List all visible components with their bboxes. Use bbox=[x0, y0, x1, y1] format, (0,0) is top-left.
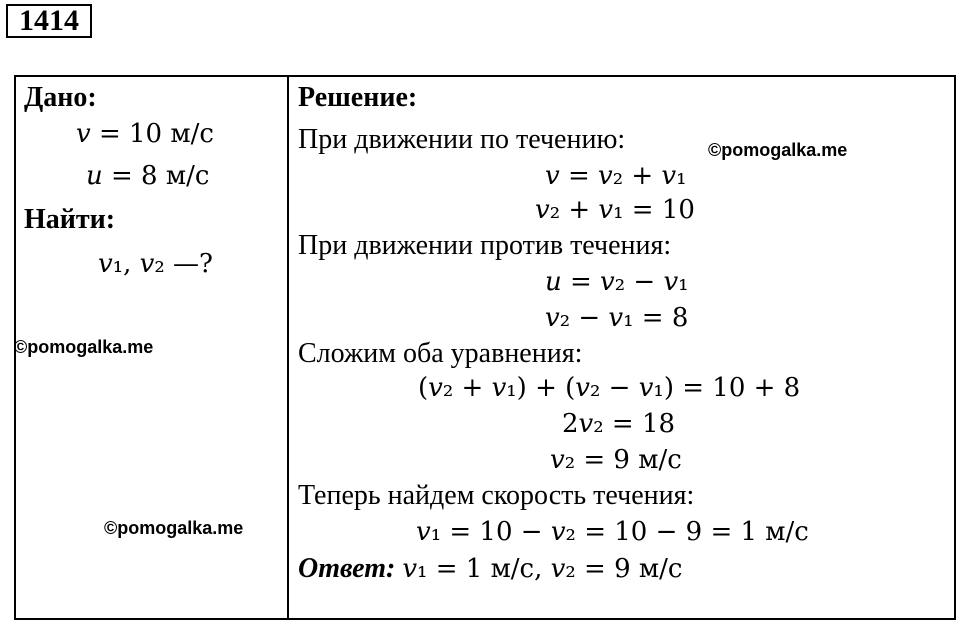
problem-number: 1414 bbox=[6, 4, 92, 38]
given-speed-u: 𝑢 = 8 м/с bbox=[86, 161, 210, 191]
solution-line-10: 𝑣₂ = 9 м/с bbox=[550, 445, 682, 475]
solution-line-11: Теперь найдем скорость течения: bbox=[298, 480, 695, 511]
answer-label: Ответ: bbox=[298, 553, 396, 584]
solution-line-3: 𝑣₂ + 𝑣₁ = 10 bbox=[535, 195, 695, 225]
given-heading: Дано: bbox=[24, 82, 97, 113]
watermark: ©pomogalka.me bbox=[104, 518, 244, 538]
solution-line-12: 𝑣₁ = 10 − 𝑣₂ = 10 − 9 = 1 м/с bbox=[416, 517, 809, 547]
solution-line-4: При движении против течения: bbox=[298, 230, 672, 261]
solution-line-8: (𝑣₂ + 𝑣₁) + (𝑣₂ − 𝑣₁) = 10 + 8 bbox=[418, 373, 801, 403]
column-divider bbox=[287, 75, 289, 620]
solution-line-7: Сложим оба уравнения: bbox=[298, 338, 583, 369]
find-heading: Найти: bbox=[24, 204, 116, 235]
solution-line-1: При движении по течению: bbox=[298, 124, 626, 155]
given-speed-v: 𝑣 = 10 м/с bbox=[76, 119, 214, 149]
watermark: ©pomogalka.me bbox=[708, 140, 848, 160]
solution-line-6: 𝑣₂ − 𝑣₁ = 8 bbox=[545, 303, 689, 333]
answer-line bbox=[298, 553, 682, 585]
find-unknowns: 𝑣₁, 𝑣₂ —? bbox=[98, 249, 213, 279]
watermark: ©pomogalka.me bbox=[14, 337, 154, 357]
solution-line-5: 𝑢 = 𝑣₂ − 𝑣₁ bbox=[545, 267, 689, 297]
answer-values: 𝑣₁ = 1 м/с, 𝑣₂ = 9 м/с bbox=[402, 554, 683, 584]
solution-heading: Решение: bbox=[298, 82, 418, 113]
solution-line-2: 𝑣 = 𝑣₂ + 𝑣₁ bbox=[545, 161, 687, 191]
solution-line-9: 2𝑣₂ = 18 bbox=[562, 409, 676, 439]
